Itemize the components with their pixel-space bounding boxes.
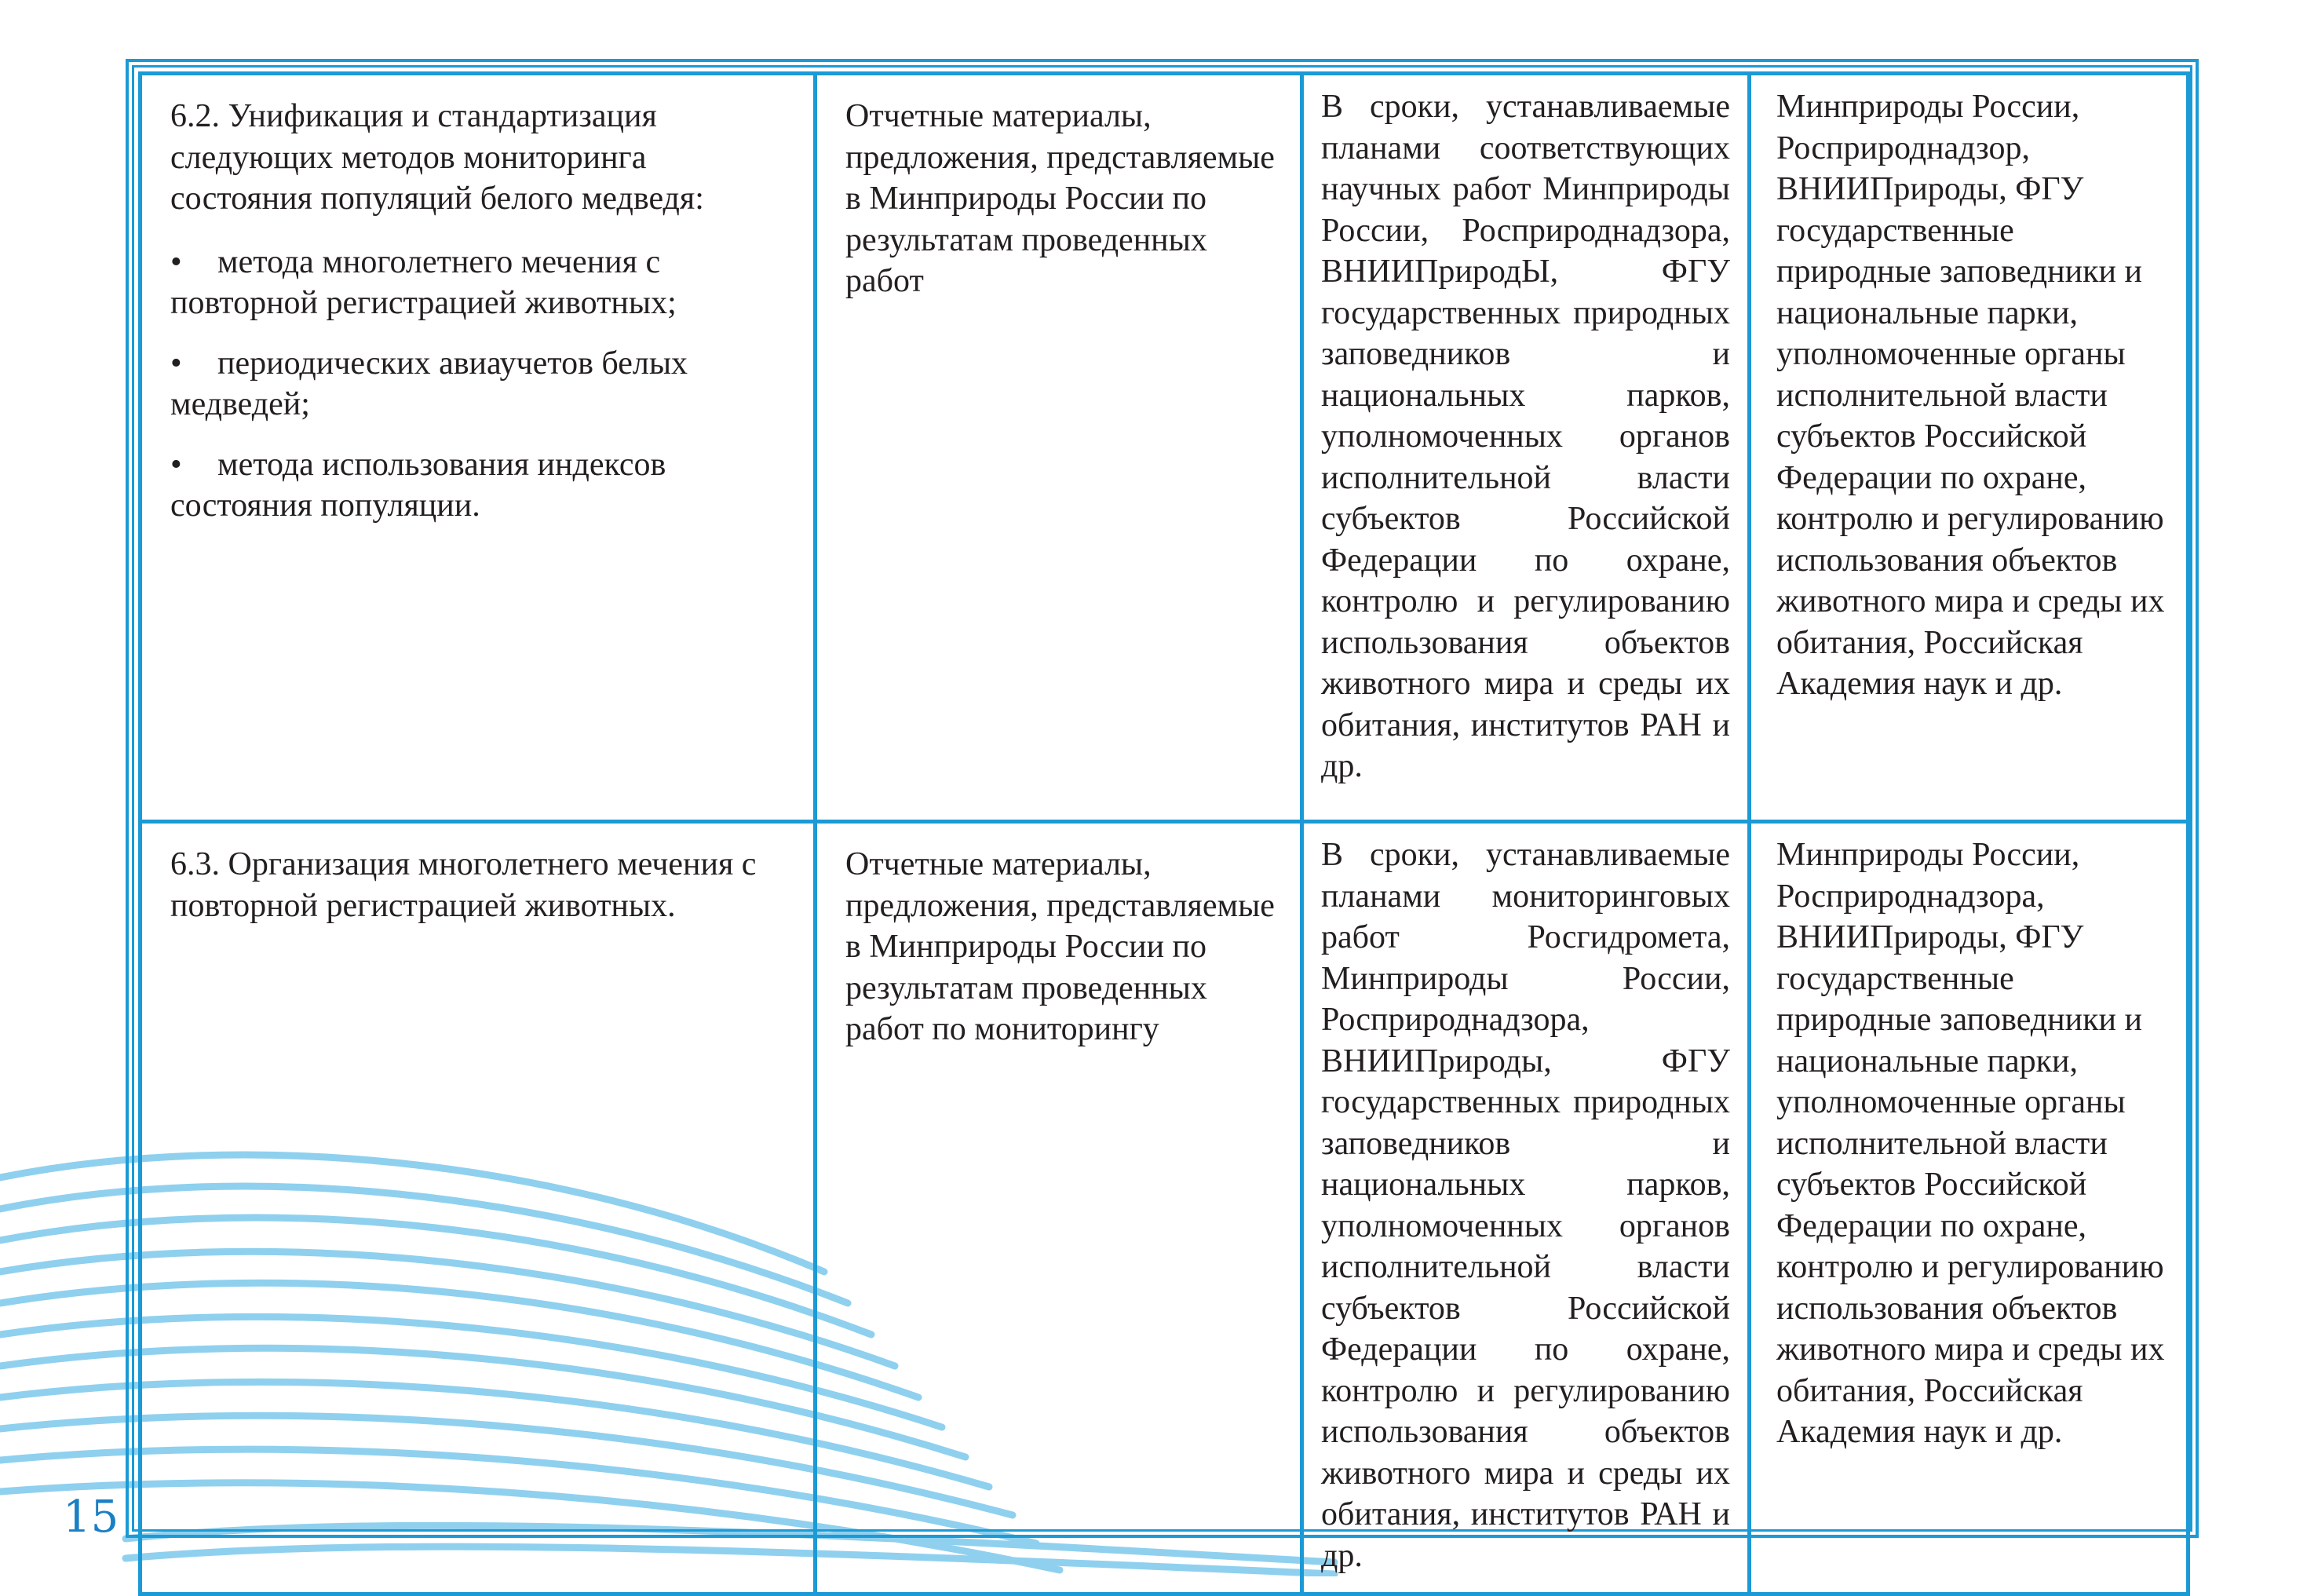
list-item-text: метода использования индексов состояния популяции.	[170, 446, 666, 524]
activity-cell	[141, 822, 816, 1594]
page-number: 15	[63, 1492, 119, 1543]
deadline-cell	[1302, 822, 1750, 1594]
executors-text: Минприроды России, Росприроднадзор, ВНИИПрироды, ФГУ государственные природные заповедники и национальные парки, уполномоченные органы исполнительной власти субъектов Российской Федерации по охране, контролю и регулированию использования объектов животного мира и среды их обитания, Российская Академия наук и др.	[1776, 89, 2165, 702]
action-plan-table	[138, 71, 2190, 1596]
list-item	[170, 343, 790, 425]
table-row	[141, 822, 2188, 1594]
executors-cell	[1750, 74, 2188, 822]
bullet-icon: •	[170, 243, 182, 280]
activity-title: 6.2. Унификация и стандартизация следующих методов мониторинга состояния популяций белого медведя:	[170, 98, 704, 217]
activity-cell	[141, 74, 816, 822]
bullet-icon: •	[170, 446, 182, 483]
list-item-text: периодических авиаучетов белых медведей;	[170, 345, 688, 422]
deadline-cell	[1302, 74, 1750, 822]
list-item-text: метода многолетнего мечения с повторной регистрацией животных;	[170, 243, 677, 321]
table-row	[141, 74, 2188, 822]
deadline-text: В сроки, устанавливаемые планами мониторинговых работ Росгидромета, Минприроды России, Росприроднадзора, ВНИИПрироды, ФГУ государственных природных заповедников и национальных парков, уполномоченных органов исполнительной власти субъектов Российской Федерации по охране, контролю и регулированию использования объектов животного мира и среды их обитания, институтов РАН и др.	[1321, 837, 1730, 1574]
deadline-text: В сроки, устанавливаемые планами соответствующих научных работ Минприроды России, Росприроднадзора, ВНИИПриродЫ, ФГУ государственных природных заповедников и национальных парков, уполномоченных органов исполнительной власти субъектов Российской Федерации по охране, контролю и регулированию использования объектов животного мира и среды их обитания, институтов РАН и др.	[1321, 89, 1730, 784]
executors-text: Минприроды России, Росприроднадзора, ВНИИПрироды, ФГУ государственные природные заповедники и национальные парки, уполномоченные органы исполнительной власти субъектов Российской Федерации по охране, контролю и регулированию использования объектов животного мира и среды их обитания, Российская Академия наук и др.	[1776, 837, 2165, 1450]
bullet-icon: •	[170, 345, 182, 382]
result-text: Отчетные материалы, предложения, представляемые в Минприроды России по результатам проведенных работ	[845, 98, 1275, 299]
result-text: Отчетные материалы, предложения, представляемые в Минприроды России по результатам проведенных работ по мониторингу	[845, 846, 1275, 1047]
list-item	[170, 444, 790, 527]
list-item	[170, 242, 790, 324]
result-cell	[816, 822, 1302, 1594]
result-cell	[816, 74, 1302, 822]
activity-list	[170, 242, 790, 527]
executors-cell	[1750, 822, 2188, 1594]
activity-title: 6.3. Организация многолетнего мечения с повторной регистрацией животных.	[170, 846, 757, 924]
